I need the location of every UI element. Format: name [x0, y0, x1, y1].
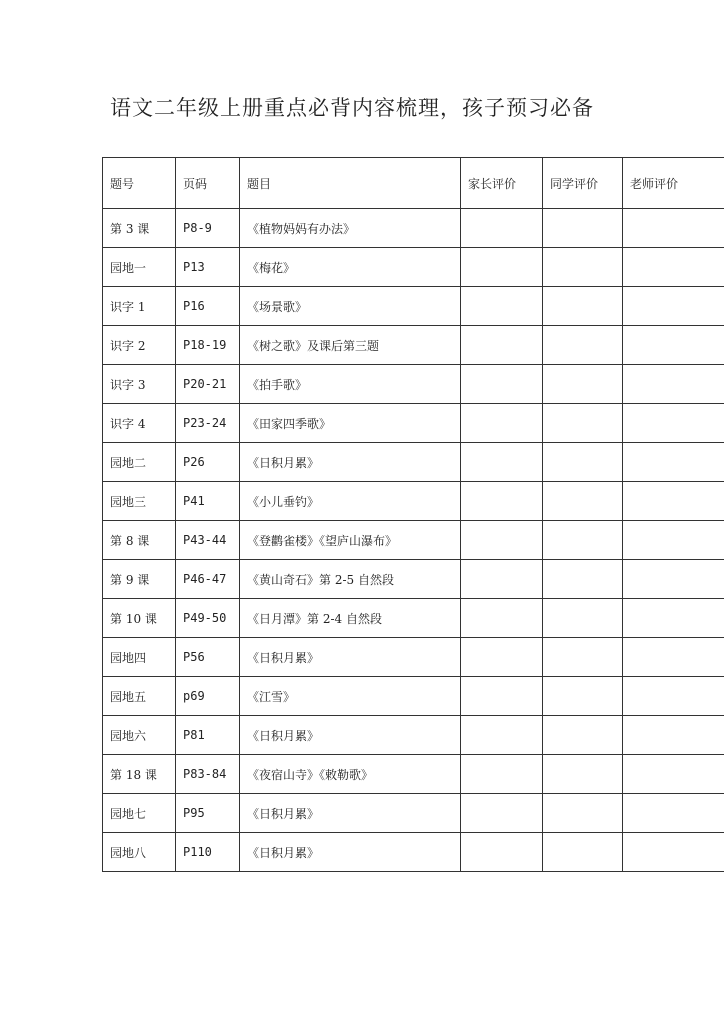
cell-page: P83-84	[176, 755, 240, 794]
cell-title: 《黄山奇石》第 2-5 自然段	[240, 560, 461, 599]
document-title: 语文二年级上册重点必背内容梳理，孩子预习必备	[110, 96, 594, 120]
cell-parent-review[interactable]	[461, 365, 543, 404]
cell-teacher-review[interactable]	[623, 326, 724, 365]
cell-page: P41	[176, 482, 240, 521]
cell-title: 《日积月累》	[240, 443, 461, 482]
cell-page: P23-24	[176, 404, 240, 443]
cell-peer-review[interactable]	[543, 755, 623, 794]
cell-teacher-review[interactable]	[623, 248, 724, 287]
cell-number: 园地三	[103, 482, 176, 521]
table-row	[103, 794, 724, 833]
cell-number: 园地八	[103, 833, 176, 872]
cell-parent-review[interactable]	[461, 287, 543, 326]
table-row	[103, 209, 724, 248]
cell-parent-review[interactable]	[461, 248, 543, 287]
cell-title: 《田家四季歌》	[240, 404, 461, 443]
cell-peer-review[interactable]	[543, 287, 623, 326]
cell-page: P95	[176, 794, 240, 833]
cell-title: 《日月潭》第 2-4 自然段	[240, 599, 461, 638]
table-row	[103, 560, 724, 599]
cell-parent-review[interactable]	[461, 677, 543, 716]
cell-number: 第 18 课	[103, 755, 176, 794]
cell-peer-review[interactable]	[543, 521, 623, 560]
table-body	[103, 209, 724, 872]
cell-number: 第 10 课	[103, 599, 176, 638]
cell-number: 识字 2	[103, 326, 176, 365]
cell-peer-review[interactable]	[543, 794, 623, 833]
cell-parent-review[interactable]	[461, 755, 543, 794]
cell-teacher-review[interactable]	[623, 482, 724, 521]
cell-title: 《日积月累》	[240, 638, 461, 677]
cell-number: 识字 4	[103, 404, 176, 443]
cell-teacher-review[interactable]	[623, 287, 724, 326]
cell-title: 《登鹳雀楼》《望庐山瀑布》	[240, 521, 461, 560]
cell-page: P8-9	[176, 209, 240, 248]
table-row	[103, 677, 724, 716]
cell-parent-review[interactable]	[461, 560, 543, 599]
table-row	[103, 248, 724, 287]
header-title: 题目	[240, 158, 461, 209]
cell-peer-review[interactable]	[543, 638, 623, 677]
table-row	[103, 638, 724, 677]
cell-parent-review[interactable]	[461, 209, 543, 248]
cell-title: 《树之歌》及课后第三题	[240, 326, 461, 365]
header-peer-review: 同学评价	[543, 158, 623, 209]
cell-parent-review[interactable]	[461, 716, 543, 755]
cell-number: 第 9 课	[103, 560, 176, 599]
cell-teacher-review[interactable]	[623, 716, 724, 755]
table-row	[103, 521, 724, 560]
cell-number: 园地四	[103, 638, 176, 677]
cell-page: P110	[176, 833, 240, 872]
table-row	[103, 833, 724, 872]
cell-peer-review[interactable]	[543, 482, 623, 521]
cell-number: 园地六	[103, 716, 176, 755]
cell-parent-review[interactable]	[461, 404, 543, 443]
cell-teacher-review[interactable]	[623, 560, 724, 599]
table-row	[103, 365, 724, 404]
table-row	[103, 755, 724, 794]
cell-teacher-review[interactable]	[623, 755, 724, 794]
cell-peer-review[interactable]	[543, 248, 623, 287]
cell-page: P56	[176, 638, 240, 677]
table-header-row	[103, 158, 724, 209]
table-row	[103, 716, 724, 755]
cell-page: P49-50	[176, 599, 240, 638]
cell-parent-review[interactable]	[461, 443, 543, 482]
cell-page: P13	[176, 248, 240, 287]
table-row	[103, 326, 724, 365]
cell-page: P26	[176, 443, 240, 482]
cell-peer-review[interactable]	[543, 716, 623, 755]
cell-number: 园地一	[103, 248, 176, 287]
cell-title: 《拍手歌》	[240, 365, 461, 404]
cell-teacher-review[interactable]	[623, 599, 724, 638]
cell-peer-review[interactable]	[543, 599, 623, 638]
cell-peer-review[interactable]	[543, 560, 623, 599]
cell-teacher-review[interactable]	[623, 365, 724, 404]
cell-parent-review[interactable]	[461, 833, 543, 872]
cell-title: 《夜宿山寺》《敕勒歌》	[240, 755, 461, 794]
cell-parent-review[interactable]	[461, 326, 543, 365]
cell-number: 第 8 课	[103, 521, 176, 560]
cell-page: P81	[176, 716, 240, 755]
cell-title: 《小儿垂钓》	[240, 482, 461, 521]
cell-title: 《江雪》	[240, 677, 461, 716]
table-row	[103, 482, 724, 521]
table-row	[103, 287, 724, 326]
cell-page: P43-44	[176, 521, 240, 560]
cell-page: P18-19	[176, 326, 240, 365]
header-number: 题号	[103, 158, 176, 209]
header-page: 页码	[176, 158, 240, 209]
cell-teacher-review[interactable]	[623, 521, 724, 560]
cell-teacher-review[interactable]	[623, 638, 724, 677]
cell-parent-review[interactable]	[461, 794, 543, 833]
cell-number: 第 3 课	[103, 209, 176, 248]
cell-parent-review[interactable]	[461, 482, 543, 521]
cell-title: 《植物妈妈有办法》	[240, 209, 461, 248]
cell-title: 《日积月累》	[240, 716, 461, 755]
cell-parent-review[interactable]	[461, 521, 543, 560]
cell-title: 《日积月累》	[240, 833, 461, 872]
cell-parent-review[interactable]	[461, 599, 543, 638]
cell-peer-review[interactable]	[543, 404, 623, 443]
cell-title: 《梅花》	[240, 248, 461, 287]
cell-page: P16	[176, 287, 240, 326]
cell-number: 园地二	[103, 443, 176, 482]
cell-parent-review[interactable]	[461, 638, 543, 677]
cell-teacher-review[interactable]	[623, 404, 724, 443]
cell-teacher-review[interactable]	[623, 833, 724, 872]
cell-peer-review[interactable]	[543, 677, 623, 716]
cell-number: 园地七	[103, 794, 176, 833]
cell-peer-review[interactable]	[543, 443, 623, 482]
cell-title: 《场景歌》	[240, 287, 461, 326]
cell-number: 识字 1	[103, 287, 176, 326]
cell-number: 园地五	[103, 677, 176, 716]
cell-teacher-review[interactable]	[623, 794, 724, 833]
cell-page: P20-21	[176, 365, 240, 404]
cell-peer-review[interactable]	[543, 326, 623, 365]
header-parent-review: 家长评价	[461, 158, 543, 209]
cell-title: 《日积月累》	[240, 794, 461, 833]
cell-page: P46-47	[176, 560, 240, 599]
header-teacher-review: 老师评价	[623, 158, 724, 209]
cell-peer-review[interactable]	[543, 365, 623, 404]
table-row	[103, 404, 724, 443]
cell-number: 识字 3	[103, 365, 176, 404]
table-row	[103, 443, 724, 482]
recitation-table	[102, 157, 724, 872]
cell-teacher-review[interactable]	[623, 443, 724, 482]
cell-peer-review[interactable]	[543, 209, 623, 248]
table-row	[103, 599, 724, 638]
cell-teacher-review[interactable]	[623, 677, 724, 716]
cell-peer-review[interactable]	[543, 833, 623, 872]
cell-teacher-review[interactable]	[623, 209, 724, 248]
cell-page: p69	[176, 677, 240, 716]
